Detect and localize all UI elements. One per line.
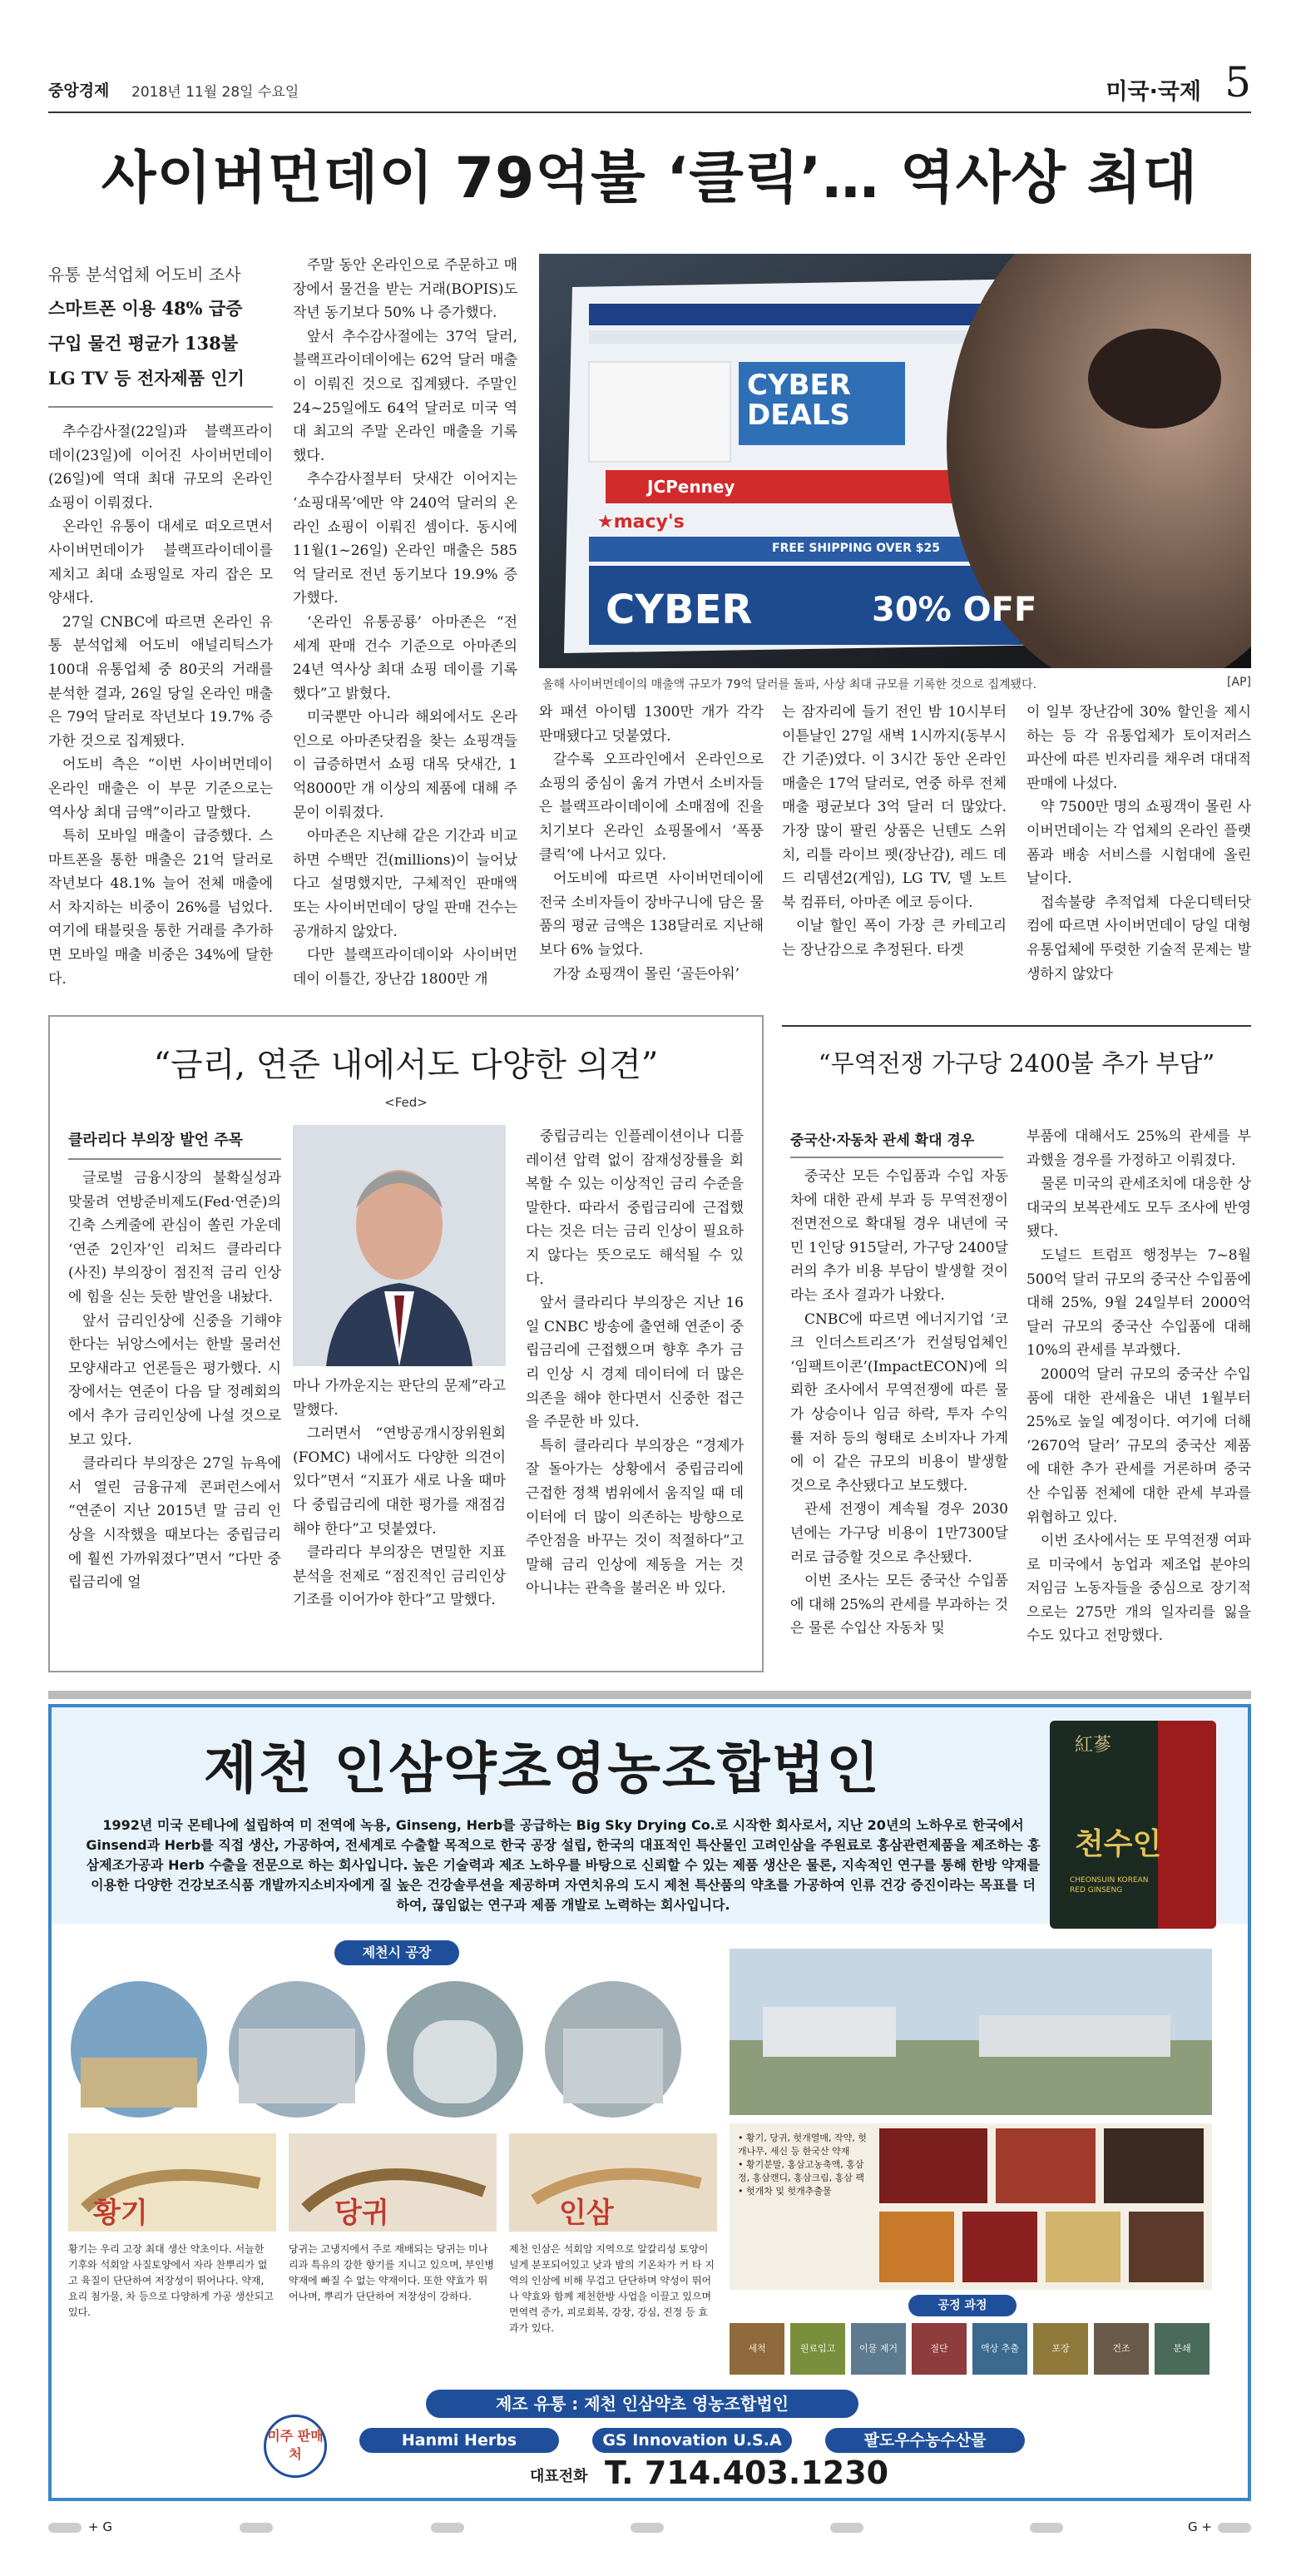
paragraph: 부품에 대해서도 25%의 관세를 부과했을 경우를 가정하고 이뤄졌다.	[1026, 1128, 1251, 1169]
paragraph: 특히 클라리다 부의장은 “경제가 잘 돌아가는 상황에서 중립금리에 근접한 정책 범위에서 움직일 때 데이터에 더 많이 의존하는 방향으로 주안점을 바꾸는 것이 적절하다”고 말해 금리 인상에 제동을 거는 것 아니냐는 관측을 불러온 바 있다.	[526, 1437, 744, 1598]
ginseng-ad	[48, 1704, 1251, 2501]
factory-aerial-photo	[730, 1949, 1212, 2115]
paragraph: 주말 동안 온라인으로 주문하고 매장에서 물건을 받는 거래(BOPIS)도 작년 동기보다 50% 나 증가했다.	[293, 257, 517, 322]
ad-top-bar	[48, 1691, 1251, 1699]
products-illustration	[879, 2128, 1208, 2286]
logo-brand: 천수인	[1075, 1826, 1162, 1861]
photo-caption: 올해 사이버먼데이의 매출액 규모가 79억 달러를 돌파, 사상 최대 규모를 기록한 것으로 집계됐다.	[542, 678, 1037, 691]
paragraph: 클라리다 부의장은 27일 뉴욕에서 열린 금융규제 콘퍼런스에서 “연준이 지난 2015년 말 금리 인상을 시작했을 때보다는 중립금리에 훨씬 가까워졌다”면서 “다만 중립금리에 얼	[68, 1455, 281, 1592]
fed-col-1	[68, 1167, 281, 1595]
footer-bar	[631, 2523, 664, 2533]
herb-name-insam: 인삼	[559, 2197, 614, 2230]
paragraph: 마나 가까운지는 판단의 문제”라고 말했다.	[293, 1378, 506, 1419]
subhead-4: LG TV 등 전자제품 인기	[48, 368, 245, 389]
paragraph: 이번 조사는 모든 중국산 수입품에 대해 25%의 관세를 부과하는 것은 물론 수입산 자동차 및	[790, 1573, 1008, 1637]
paragraph: 그러면서 “연방공개시장위원회(FOMC) 내에서도 다양한 의견이 있다”면서 “지표가 새로 나올 때마다 중립금리에 대한 평가를 재점검해야 한다”고 덧붙였다.	[293, 1425, 506, 1538]
main-col-3	[539, 701, 764, 986]
paragraph: 도널드 트럼프 행정부는 7~8월 500억 달러 규모의 중국산 수입품에 대해 25%, 9월 24일부터 2000억 달러 규모의 중국산 수입품에 대해 10%의 관세를 부과했다.	[1026, 1246, 1251, 1360]
fed-subhead: 클라리다 부의장 발언 주목	[68, 1132, 244, 1149]
footer-bar	[48, 2523, 82, 2533]
subhead-1: 유통 분석업체 어도비 조사	[48, 265, 241, 285]
subhead-rule	[48, 406, 273, 408]
paragraph: 와 패션 아이템 1300만 개가 각각 판매됐다고 덧붙였다.	[539, 704, 764, 745]
paragraph: 앞서 금리인상에 신중을 기해야 한다는 뉘앙스에서는 한발 물러선 모양새라고 언론들은 평가했다. 시장에서는 연준이 다음 달 정례회의에서 추가 금리인상에 나설 것으로 보고 있다.	[68, 1312, 281, 1449]
paragraph: 어도비 측은 “이번 사이버먼데이 온라인 매출은 이 부문 기준으로는 역사상 최대 금액”이라고 말했다.	[48, 756, 273, 821]
distributor-gs: GS Innovation U.S.A	[592, 2428, 792, 2453]
process-step: 액상 추출	[972, 2323, 1027, 2375]
screen-jcp-text: JCPenney	[647, 477, 735, 497]
issue-date: 2018년 11월 28일 수요일	[131, 84, 299, 101]
fed-subhead-rule	[68, 1158, 281, 1160]
paragraph: 이번 조사에서는 또 무역전쟁 여파로 미국에서 농업과 제조업 분야의 저임금 노동자들을 중심으로 장기적으로는 275만 개의 일자리를 잃을 수도 있다고 전망했다.	[1026, 1533, 1251, 1645]
screen-deals-text: CYBER DEALS	[747, 369, 851, 432]
logo-sub: CHEONSUIN KOREAN RED GINSENG	[1070, 1876, 1149, 1895]
main-subheads	[48, 258, 273, 396]
paragraph: ‘온라인 유통공룡’ 아마존은 “전 세계 판매 건수 기준으로 아마존의 24년 역사상 최대 쇼핑 데이를 기록했다”고 밝혔다.	[293, 613, 517, 702]
subhead-2: 스마트폰 이용 48% 급증	[48, 298, 243, 319]
paragraph: 추수감사절부터 닷새간 이어지는 ‘쇼핑대목’에만 약 240억 달러의 온라인 쇼핑이 이뤄진 셈이다. 동시에 11월(1~26일) 온라인 매출은 585억 달러로 전년 동기보다 19.9% 증가했다.	[293, 471, 517, 607]
ad-intro: 1992년 미국 몬테나에 설립하여 미 전역에 녹용, Ginseng, Herb를 공급하는 Big Sky Drying Co.로 시작한 회사로서, 지난 20년의 노하우로 한국에서 Ginsend과 Herb를 직접 생산, 가공하여, 전세계로 수출할 목적으로 한국 공장 설립, 한국의 대표적인 특산물인 고려인삼을 주원료로 홍삼관련제품을 제조하는 홍삼제조가공과 Herb 수출을 전문으로 하는 회사입니다. 높은 기술력과 제조 노하우를 바탕으로 신뢰할 수 있는 제품 생산은 물론, 지속적인 연구를 통해 한방 약재를 이용한 다양한 건강보조식품 개발까지소비자에게 질 높은 건강솔루션을 제공하며 자연치유의 도시 제천 특산품의 약초를 가공하여 인류 건강 증진이라는 목표를 더하여, 끊임없는 연구과 제품 개발로 노력하는 회사입니다.	[86, 1817, 1041, 1913]
paragraph: 관세 전쟁이 계속될 경우 2030년에는 가구당 비용이 1만7300달러로 급증할 것으로 추산됐다.	[790, 1501, 1008, 1566]
trade-subhead-rule	[790, 1157, 1003, 1158]
footer-left-mark: + G	[88, 2519, 112, 2534]
main-col-1	[48, 420, 273, 991]
process-step: 포장	[1033, 2323, 1088, 2375]
paragraph: 앞서 클라리다 부의장은 지난 16일 CNBC 방송에 출연해 연준이 중립금리에 근접했으며 향후 추가 금리 인상 시 경제 데이터에 더 많은 의존을 해야 한다면서 신중한 접근을 주문한 바 있다.	[526, 1295, 744, 1431]
paragraph: 추수감사절(22일)과 블랙프라이데이(23일)에 이어진 사이버먼데이(26일)에 역대 최대 규모의 온라인 쇼핑이 이뤄졌다.	[48, 424, 273, 512]
paragraph: 약 7500만 명의 쇼핑객이 몰린 사이버먼데이는 각 업체의 온라인 플랫폼과 배송 서비스를 시험대에 올린 날이다.	[1026, 799, 1251, 888]
fed-col-3	[526, 1125, 744, 1601]
trade-subhead: 중국산·자동차 관세 확대 경우	[790, 1132, 975, 1149]
portrait-illustration	[293, 1125, 506, 1366]
paragraph: 아마존은 지난해 같은 기간과 비교하면 수백만 건(millions)이 늘어났다고 설명했지만, 구체적인 판매액 또는 사이버먼데이 당일 판매 건수는 공개하지 않았다.	[293, 828, 517, 940]
maker-line: 제조 유통 : 제천 인삼약초 영농조합법인	[426, 2390, 858, 2418]
process-step: 절단	[912, 2323, 967, 2375]
main-col-5	[1026, 701, 1251, 986]
trade-top-rule	[782, 1025, 1251, 1027]
paragraph: 이날 할인 폭이 가장 큰 카테고리는 장난감으로 추정된다. 타겟	[782, 918, 1007, 959]
process-step: 세척	[730, 2323, 784, 2375]
paragraph: 온라인 유통이 대세로 떠오르면서 사이버먼데이가 블랙프라이데이를 제치고 최대 쇼핑일로 자리 잡은 모양새다.	[48, 518, 273, 607]
factory-photos-illustration	[68, 1979, 717, 2120]
footer-bar	[830, 2523, 863, 2533]
factory-label: 제천시 공장	[334, 1940, 459, 1965]
footer-bar	[240, 2523, 273, 2533]
section-label: 미국·국제	[1106, 79, 1201, 105]
herb-illustration	[68, 2133, 717, 2233]
screen-off-text: 30% OFF	[872, 591, 1037, 629]
photo-credit: [AP]	[1227, 676, 1251, 689]
screen-macys-text: ★macy's	[597, 512, 685, 533]
paragraph: 미국뿐만 아니라 해외에서도 온라인으로 아마존닷컴을 찾는 쇼핑객들이 급증하면서 쇼핑 대목 닷새간, 1억8000만 개 이상의 제품에 대해 주문이 이뤄졌다.	[293, 709, 517, 821]
ad-logo-panel	[1050, 1721, 1216, 1929]
herb-name-danggwi: 당귀	[334, 2197, 389, 2230]
process-step: 건조	[1094, 2323, 1149, 2375]
product-bullets: • 황기, 당귀, 헛개열매, 작약, 헛개나무, 세신 등 한국산 약재 • 황기분말, 홍삼고농축액, 홍삼정, 홍삼캔디, 홍삼크림, 홍삼 팩 • 헛개차 및 헛개추출물	[738, 2133, 867, 2197]
paragraph: 물론 미국의 관세조치에 대응한 상대국의 보복관세도 모두 조사에 반영됐다.	[1026, 1176, 1251, 1241]
subhead-3: 구입 물건 평균가 138불	[48, 333, 239, 354]
trade-headline: “무역전쟁 가구당 2400불 추가 부담”	[818, 1049, 1215, 1077]
paragraph: 글로벌 금융시장의 불확실성과 맞물려 연방준비제도(Fed·연준)의 긴축 스케줄에 관심이 쏠린 가운데 ‘연준 2인자’인 리처드 클라리다(사진) 부의장이 점진적 금리 인상에 힘을 싣는 듯한 발언을 내놨다.	[68, 1170, 281, 1305]
footer-bar	[1030, 2523, 1063, 2533]
paragraph: 27일 CNBC에 따르면 온라인 유통 분석업체 어도비 애널리틱스가 100대 유통업체 중 80곳의 거래를 분석한 결과, 26일 당일 온라인 매출은 79억 달러로 작년보다 19.7% 증가한 것으로 집계됐다.	[48, 613, 273, 750]
herb-photos	[68, 2133, 717, 2233]
factory-photos	[68, 1979, 717, 2120]
trade-col-2	[1026, 1125, 1251, 1648]
paragraph: 특히 모바일 매출이 급증했다. 스마트폰을 통한 매출은 21억 달러로 작년보다 48.1% 늘어 전체 매출에서 차지하는 비중이 26%를 넘었다. 여기에 태블릿을 통한 거래를 추가하면 모바일 매출 비중은 34%에 달한다.	[48, 828, 273, 988]
herb-desc-hwanggi: 황기는 우리 고장 최대 생산 약초이다. 서늘한 기후와 석회암 사질토양에서 자라 찬뿌리가 없고 육질이 단단하여 저장성이 뛰어나다. 약재, 요리 첨가물, 차 등으로 다양하게 가공 생산되고 있다.	[68, 2243, 274, 2318]
footer-bar	[431, 2523, 464, 2533]
page-number: 5	[1224, 58, 1251, 107]
paragraph: 가장 쇼핑객이 몰린 ‘골든아워’	[553, 965, 740, 983]
paragraph: 어도비에 따르면 사이버먼데이에 전국 소비자들이 장바구니에 담은 물품의 평균 금액은 138달러로 지난해보다 6% 늘었다.	[539, 870, 764, 959]
main-col-2	[293, 254, 517, 991]
process-step: 원료입고	[790, 2323, 845, 2375]
process-label: 공정 과정	[908, 2295, 1017, 2316]
aerial-illustration	[730, 1949, 1212, 2115]
footer-right-mark: G +	[1188, 2519, 1212, 2534]
fed-headline: “금리, 연준 내에서도 다양한 의견”	[153, 1046, 659, 1084]
ad-title: 제천 인삼약초영농조합법인	[203, 1736, 882, 1801]
screen-shipping-text: FREE SHIPPING OVER $25	[772, 542, 940, 555]
paragraph: 접속불량 추적업체 다운디텍터닷컴에 따르면 사이버먼데이 당일 대형 유통업체에 뚜렷한 기술적 문제는 발생하지 않았다	[1026, 894, 1251, 983]
herb-name-hwanggi: 황기	[93, 2197, 148, 2230]
distributor-paldo: 팔도우수농수산물	[825, 2428, 1025, 2453]
main-col-4	[782, 701, 1007, 963]
paragraph: 중국산 모든 수입품과 수입 자동차에 대한 관세 부과 등 무역전쟁이 전면전으로 확대될 경우 내년에 국민 1인당 915달러, 가구당 2400달러의 추가 비용 부담이 발생할 것이라는 조사 결과가 나왔다.	[790, 1168, 1008, 1304]
paragraph: CNBC에 따르면 에너지기업 ‘코크 인더스트리즈’가 컨설팅업체인 ‘임팩트이콘’(ImpactECON)에 의뢰한 조사에서 무역전쟁에 따른 물가 상승이나 임금 하락, 투자 수익률 저하 등의 형태로 소비자나 가계에 이 같은 규모의 비용이 발생할 것으로 추산됐다고 보도했다.	[790, 1310, 1008, 1494]
fed-tag: <Fed>	[384, 1095, 428, 1110]
main-headline: 사이버먼데이 79억불 ‘클릭’… 역사상 최대	[101, 146, 1199, 211]
phone-number: T. 714.403.1230	[605, 2455, 889, 2491]
process-step: 분쇄	[1155, 2323, 1209, 2375]
paragraph: 앞서 추수감사절에는 37억 달러, 블랙프라이데이에는 62억 달러 매출이 이뤄진 것으로 집계됐다. 주말인 24~25일에도 64억 달러로 미국 역대 최고의 주말 온라인 매출을 기록했다.	[293, 328, 517, 464]
paragraph: 클라리다 부의장은 면밀한 지표 분석을 전제로 “점진적인 금리인상 기조를 이어가야 한다”고 말했다.	[293, 1544, 506, 1609]
process-steps	[730, 2323, 1212, 2378]
trade-col-1	[790, 1165, 1008, 1641]
page-header	[48, 58, 1251, 108]
clarida-photo	[293, 1125, 506, 1366]
herb-desc-danggwi: 당귀는 고냉지에서 주로 재배되는 당귀는 미나리과 특유의 강한 향기를 지니고 있으며, 부인병 약재에 빠질 수 없는 약재이다. 또한 약효가 뛰어나며, 뿌리가 단단하여 저장성이 강하다.	[289, 2243, 494, 2302]
distributors-badge: 미주 판매처	[264, 2415, 327, 2478]
screen-cyber-text: CYBER	[606, 587, 753, 633]
phone-label: 대표전화	[530, 2468, 588, 2485]
header-rule	[48, 111, 1251, 113]
products-panel	[730, 2123, 1212, 2290]
distributor-hanmi: Hanmi Herbs	[359, 2428, 559, 2453]
cyber-monday-photo	[539, 254, 1251, 668]
logo-top-text: 紅蔘	[1075, 1735, 1112, 1756]
paragraph: 갈수록 오프라인에서 온라인으로 쇼핑의 중심이 옮겨 가면서 소비자들은 블랙프라이데이에 소매점에 진을 치기보다 온라인 쇼핑몰에서 ‘폭풍 클릭’에 나서고 있다.	[539, 751, 764, 864]
paper-name: 중앙경제	[48, 82, 110, 100]
footer-bar	[1218, 2523, 1251, 2533]
herb-desc-insam: 제천 인삼은 석회암 지역으로 알칼리성 토양이 널게 분포되어있고 낮과 밤의 기온차가 커 타 지역의 인삼에 비해 무겁고 단단하며 약성이 뛰어나 약효와 함께 제천한방 사업을 이끌고 있으며 면역력 증가, 피로회복, 강장, 강심, 진정 등 효과가 있다.	[509, 2243, 715, 2334]
paragraph: 중립금리는 인플레이션이나 디플레이션 압력 없이 잠재성장률을 회복할 수 있는 이상적인 금리 수준을 말한다. 따라서 중립금리에 근접했다는 것은 더는 금리 인상이 필요하지 않다는 뜻으로도 해석될 수 있다.	[526, 1128, 744, 1288]
paragraph: 이 일부 장난감에 30% 할인을 제시하는 등 각 유통업체가 토이저러스 파산에 따른 빈자리를 채우려 대대적 판매에 나섰다.	[1026, 704, 1251, 792]
process-step: 이물 제거	[851, 2323, 906, 2375]
paragraph: 2000억 달러 규모의 중국산 수입품에 대한 관세율은 내년 1월부터 25%로 높일 예정이다. 여기에 더해 ‘2670억 달러’ 규모의 중국산 제품에 대한 추가 관세를 거론하며 중국산 수입품 전체에 대한 관세 부과를 위협하고 있다.	[1026, 1365, 1251, 1526]
page-footer	[48, 2521, 1251, 2534]
logo-red-stripe	[1158, 1721, 1216, 1929]
paragraph: 는 잠자리에 들기 전인 밤 10시부터 이튿날인 27일 새벽 1시까지(동부시간 기준)였다. 이 3시간 동안 온라인 매출은 17억 달러로, 연중 하루 전체 매출 평균보다 3억 달러 더 많았다. 가장 많이 팔린 상품은 닌텐도 스위치, 리틀 라이브 펫(장난감), 레드 데드 리뎀션2(게임), LG TV, 델 노트북 컴퓨터, 아마존 에코 등이다.	[782, 704, 1007, 911]
fed-col-2	[293, 1375, 506, 1612]
paragraph: 다만 블랙프라이데이와 사이버먼데이 이틀간, 장난감 1800만 개	[293, 947, 517, 988]
